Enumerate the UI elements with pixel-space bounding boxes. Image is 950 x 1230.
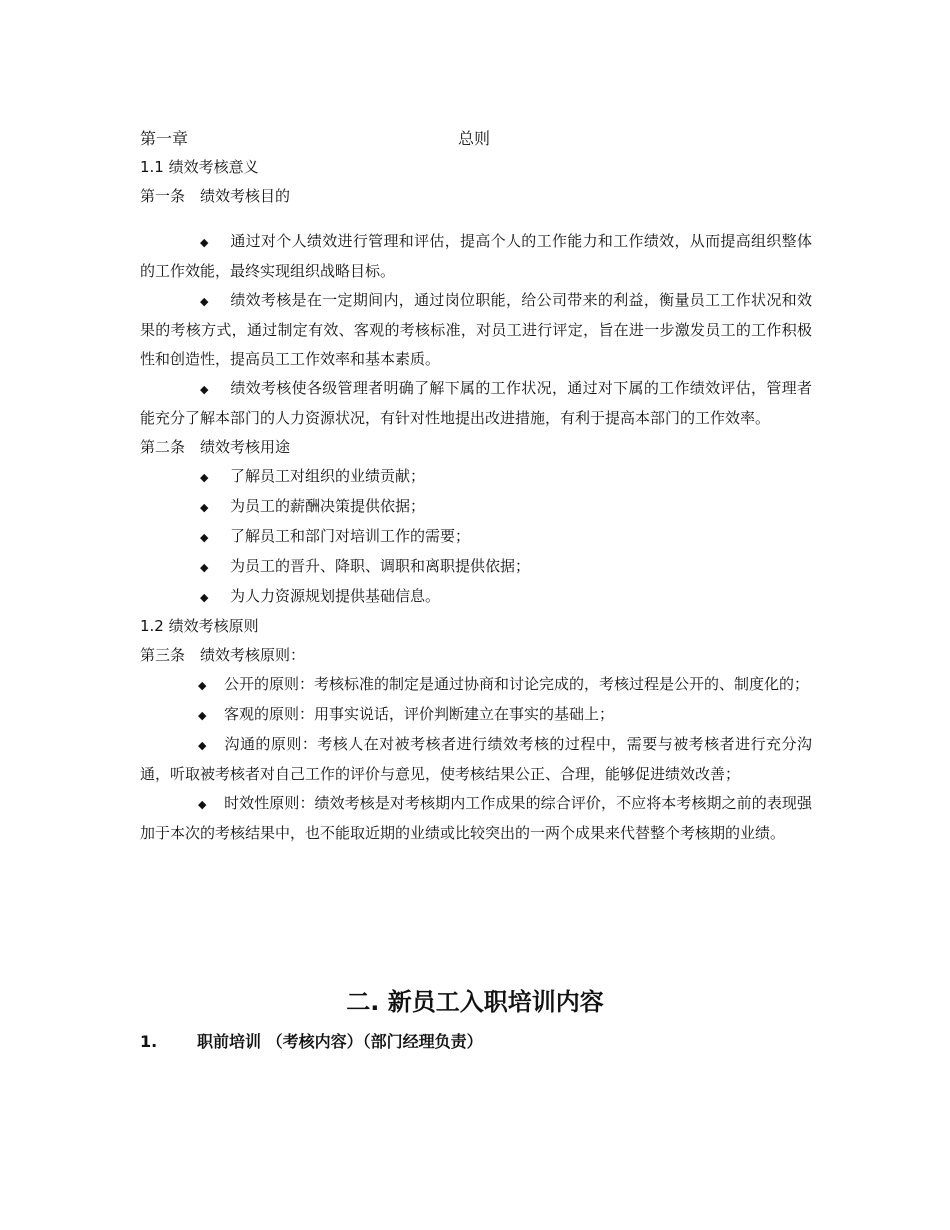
list-item: ◆ 为员工的薪酬决策提供依据；	[140, 492, 812, 522]
chapter-heading	[140, 124, 812, 153]
diamond-bullet-icon: ◆	[200, 531, 209, 544]
document-body	[140, 124, 812, 848]
article-1-paragraph: ◆ 绩效考核使各级管理者明确了解下属的工作状况，通过对下属的工作绩效评估，管理者能充分了解本部门的人力资源状况，有针对性地提出改进措施，有利于提高本部门的工作效率。	[140, 374, 812, 433]
chapter-title: 总则	[458, 129, 491, 148]
diamond-bullet-icon: ◆	[200, 501, 209, 514]
principle-paragraph: ◆ 时效性原则：绩效考核是对考核期内工作成果的综合评价，不应将本考核期之前的表现强加于本次的考核结果中，也不能取近期的业绩或比较突出的一两个成果来代替整个考核期的业绩。	[140, 789, 812, 848]
diamond-bullet-icon: ◆	[200, 295, 209, 308]
diamond-bullet-icon: ◆	[198, 798, 207, 811]
principle-paragraph: ◆ 公开的原则：考核标准的制定是通过协商和讨论完成的，考核过程是公开的、制度化的；	[140, 670, 812, 700]
training-subheading	[140, 1028, 483, 1056]
diamond-bullet-icon: ◆	[198, 709, 207, 722]
article-1-paragraph: ◆ 通过对个人绩效进行管理和评估，提高个人的工作能力和工作绩效，从而提高组织整体的工作效能，最终实现组织战略目标。	[140, 227, 812, 286]
diamond-bullet-icon: ◆	[200, 383, 209, 396]
article-2-heading: 第二条 绩效考核用途	[140, 438, 291, 456]
section-2-heading: 二. 新员工入职培训内容	[346, 988, 604, 1016]
subheading-title: 职前培训 （考核内容）（部门经理负责）	[197, 1032, 483, 1051]
diamond-bullet-icon: ◆	[198, 679, 207, 692]
list-item: ◆ 了解员工和部门对培训工作的需要；	[140, 522, 812, 552]
list-item: ◆ 了解员工对组织的业绩贡献；	[140, 462, 812, 492]
subheading-number: 1.	[140, 1032, 158, 1051]
list-item: ◆ 为员工的晋升、降职、调职和离职提供依据；	[140, 552, 812, 582]
diamond-bullet-icon: ◆	[200, 236, 209, 249]
diamond-bullet-icon: ◆	[200, 471, 209, 484]
list-item: ◆ 为人力资源规划提供基础信息。	[140, 582, 812, 612]
article-3-heading: 第三条 绩效考核原则：	[140, 646, 306, 664]
article-1-paragraph: ◆ 绩效考核是在一定期间内，通过岗位职能，给公司带来的利益，衡量员工工作状况和效果的考核方式，通过制定有效、客观的考核标准，对员工进行评定，旨在进一步激发员工的工作积极性和创造性，提高员工工作效率和基本素质。	[140, 286, 812, 374]
chapter-label: 第一章	[140, 129, 189, 148]
diamond-bullet-icon: ◆	[200, 591, 209, 604]
principle-paragraph: ◆ 客观的原则：用事实说话，评价判断建立在事实的基础上；	[140, 700, 812, 730]
spacer	[140, 211, 812, 227]
section-1-1-heading: 1.1 绩效考核意义	[140, 158, 259, 176]
diamond-bullet-icon: ◆	[198, 739, 207, 752]
article-1-heading: 第一条 绩效考核目的	[140, 187, 291, 205]
diamond-bullet-icon: ◆	[200, 561, 209, 574]
section-1-2-heading: 1.2 绩效考核原则	[140, 617, 259, 635]
principle-paragraph: ◆ 沟通的原则：考核人在对被考核者进行绩效考核的过程中，需要与被考核者进行充分沟通，听取被考核者对自己工作的评价与意见，使考核结果公正、合理，能够促进绩效改善；	[140, 730, 812, 789]
